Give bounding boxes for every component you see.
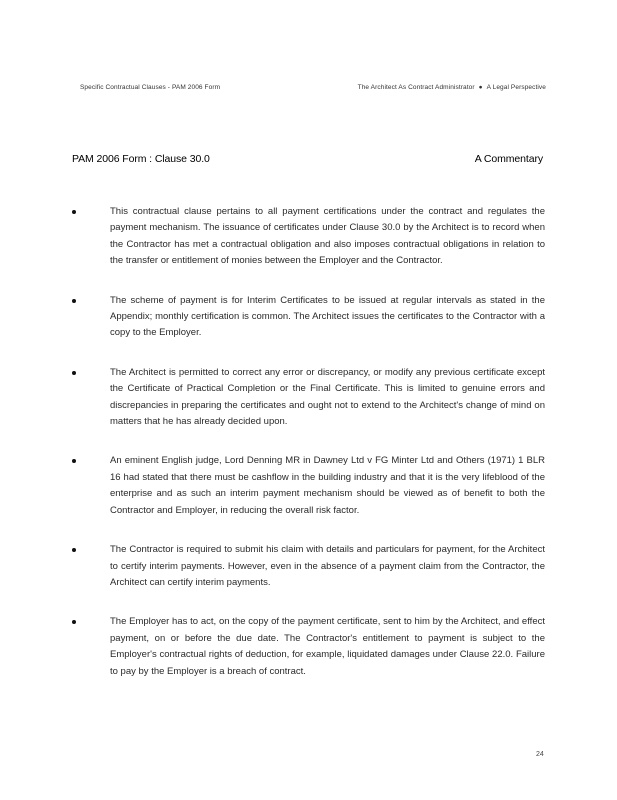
bullet-dot-icon: [72, 459, 76, 463]
header-left-text: Specific Contractual Clauses - PAM 2006 Form: [80, 84, 221, 91]
list-item-text: The Architect is permitted to correct any error or discrepancy, or modify any previous certificate except the Certificate of Practical Completion or the Final Certificate. This is limited to genuine errors and discrepancies in preparing the certificates and ought not to extend to the Architect's change of mind on matters that he has already decided upon.: [110, 366, 545, 428]
section-subtitle: A Commentary: [474, 153, 543, 165]
bullet-dot-icon: [72, 210, 76, 214]
list-item: [72, 204, 545, 270]
header-separator-bullet: ●: [478, 84, 483, 91]
page-number: 24: [536, 751, 544, 758]
list-item-text: The scheme of payment is for Interim Certificates to be issued at regular intervals as stated in the Appendix; monthly certification is common. The Architect issues the certificates to the Contractor with a copy to the Employer.: [110, 294, 545, 339]
running-header: [80, 84, 546, 91]
header-right-title: The Architect As Contract Administrator: [357, 84, 475, 91]
bullet-dot-icon: [72, 548, 76, 552]
list-item: [72, 365, 545, 431]
list-item-text: The Employer has to act, on the copy of the payment certificate, sent to him by the Architect, and effect payment, on or before the due date. The Contractor's entitlement to payment is subject to the Employer's contractual rights of deduction, for example, liquidated damages under Clause 22.0. Failure to pay by the Employer is a breach of contract.: [110, 616, 545, 677]
list-item-text: An eminent English judge, Lord Denning MR in Dawney Ltd v FG Minter Ltd and Others (1971) 1 BLR 16 had stated that there must be cashflow in the building industry and that it is the very lifeblood of the enterprise and as such an interim payment mechanism should be viewed as of benefit to both the Contractor and Employer, in reducing the overall risk factor.: [110, 455, 545, 516]
list-item: [72, 614, 545, 680]
header-right-subtitle: A Legal Perspective: [486, 84, 546, 91]
header-right: [358, 84, 546, 91]
list-item: [72, 293, 545, 342]
list-item-text: The Contractor is required to submit his claim with details and particulars for payment, for the Architect to certify interim payments. However, even in the absence of a payment claim from the Contractor, the Architect can certify interim payments.: [110, 544, 545, 588]
bullet-dot-icon: [72, 299, 76, 303]
section-title-row: [72, 153, 543, 165]
section-title: PAM 2006 Form : Clause 30.0: [72, 153, 210, 165]
bullet-dot-icon: [72, 620, 76, 624]
list-item-text: This contractual clause pertains to all payment certifications under the contract and regulates the payment mechanism. The issuance of certificates under Clause 30.0 by the Architect is to record when the Contractor has met a contractual obligation and also imposes contractual obligations in relation to the transfer or entitlement of monies between the Employer and the Contractor.: [110, 206, 545, 267]
list-item: [72, 453, 545, 519]
commentary-bullet-list: [72, 204, 545, 696]
bullet-dot-icon: [72, 371, 76, 375]
list-item: [72, 542, 545, 591]
